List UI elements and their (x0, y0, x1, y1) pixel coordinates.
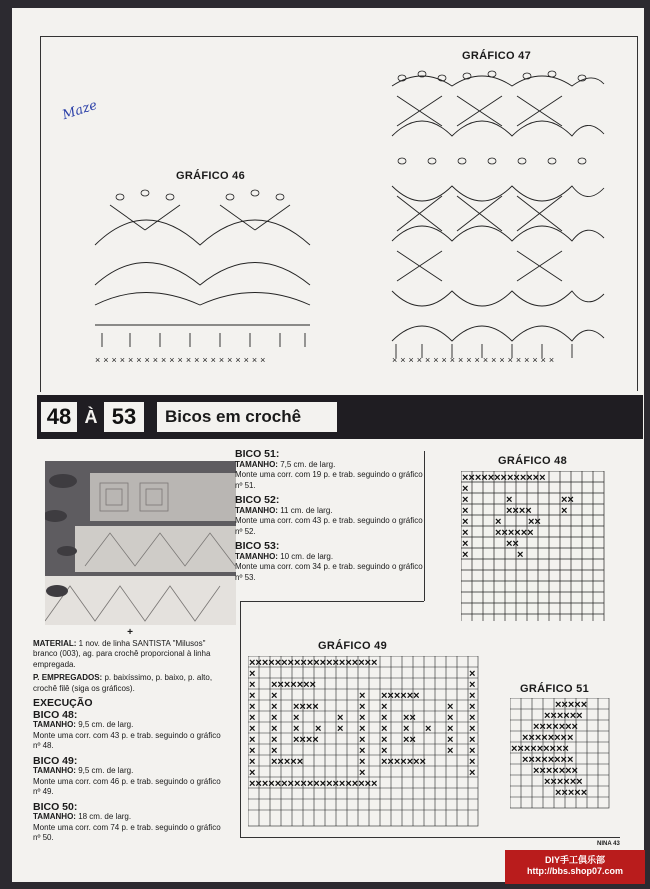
svg-text:×××××××××××××××××××× ××: ×××××××××××××××××××× × × × ××××××× × × × × ×××××× × × × ×××× × × × × × × × × × × ×× × × × × × × × × × × × × × × × ×××× × × ×× × × × × × × × × × ××××× × ××××××× × × × × ×××××××××××××××××××× (249, 657, 476, 790)
watermark-url: http://bbs.shop07.com (526, 866, 623, 876)
execution-heading: EXECUÇÃO (33, 697, 93, 709)
separator-plus: + (127, 627, 133, 638)
bico-49-size-label: TAMANHO: (33, 766, 76, 775)
material-label: MATERIAL: (33, 638, 77, 648)
bico-52-instructions: Monte uma corr. com 43 p. e trab. seguindo o gráfico nº 52. (235, 516, 423, 536)
bicos-51-53-text (235, 449, 425, 583)
chart-47-diagram (382, 66, 607, 376)
bico-50-instructions: Monte uma corr. com 74 p. e trab. seguindo o gráfico nº 50. (33, 822, 221, 842)
chart-46-caption: GRÁFICO 46 (176, 170, 246, 182)
section-header-band (37, 395, 643, 439)
bico-53-size-label: TAMANHO: (235, 551, 278, 561)
bico-51-instructions: Monte uma corr. com 19 p. e trab. seguindo o gráfico nº 51. (235, 470, 423, 490)
bico-51-size: 7,5 cm. de larg. (280, 459, 336, 469)
chart-48-grid (461, 471, 611, 627)
stitches-text: p. baixíssimo, p. baixo, p. alto, crochê filê (siga os gráficos). (33, 673, 213, 693)
bico-51-title: BICO 51: (235, 448, 280, 460)
bico-53-size: 10 cm. de larg. (280, 551, 334, 561)
bico-52-title: BICO 52: (235, 494, 280, 506)
section-number-start: 48 (41, 402, 77, 432)
lace-edging-photo (45, 461, 236, 625)
svg-text:××××× ×××××× ×××××: ××××× ×××××× ××××××× ×××××××× ××××××××× ×××××××× ××××××× ×××××× ××××× (511, 699, 588, 799)
vertical-rule-left (240, 601, 241, 837)
bico-48-instructions: Monte uma corr. com 43 p. e trab. seguindo o gráfico nº 48. (33, 730, 221, 750)
bico-50-size: 18 cm. de larg. (78, 812, 132, 821)
chart-49-grid (248, 656, 488, 831)
bottom-rule (240, 837, 620, 838)
chart-51-caption: GRÁFICO 51 (520, 683, 590, 695)
horizontal-rule (240, 601, 424, 602)
svg-text:×××××××××××××××××××××: ××××××××××××××××××××× (95, 355, 269, 365)
magazine-page (12, 8, 644, 882)
section-number-connector: À (84, 407, 98, 427)
material-text: 1 nov. de linha SANTISTA "Milusos" branco (003), ag. para crochê proporcional à linha empregada. (33, 638, 211, 669)
bico-49-title: BICO 49: (33, 754, 78, 767)
watermark-badge (505, 850, 645, 884)
bico-48-title: BICO 48: (33, 708, 78, 721)
watermark-title: DIY手工俱乐部 (544, 855, 605, 865)
section-number-end: 53 (104, 402, 144, 432)
bico-53-instructions: Monte uma corr. com 34 p. e trab. seguindo o gráfico nº 53. (235, 562, 423, 582)
bico-52-size: 11 cm. de larg. (280, 505, 333, 515)
vertical-rule (424, 451, 425, 601)
svg-text:××××××××××××× × ××: ××××××××××××× × × × ×× × ×××× × × × ×× × ×××××× × ×× × × (462, 472, 574, 561)
page-label: NINA 43 (597, 841, 620, 847)
chart-51-grid (510, 698, 615, 816)
chart-46-diagram (90, 185, 320, 370)
bico-49-instructions: Monte uma corr. com 46 p. e trab. seguindo o gráfico nº 49. (33, 776, 221, 796)
bico-51-size-label: TAMANHO: (235, 459, 278, 469)
bico-53-title: BICO 53: (235, 540, 280, 552)
chart-47-caption: GRÁFICO 47 (462, 50, 532, 62)
svg-text:××××××××××××××××××××: ×××××××××××××××××××× (392, 355, 558, 365)
section-title: Bicos em crochê (157, 402, 337, 432)
bico-50-size-label: TAMANHO: (33, 812, 76, 821)
bico-48-size-label: TAMANHO: (33, 720, 76, 729)
chart-49-caption: GRÁFICO 49 (318, 640, 388, 652)
bico-48-size: 9,5 cm. de larg. (78, 720, 134, 729)
handwritten-note: Maze (60, 97, 100, 124)
chart-48-caption: GRÁFICO 48 (498, 455, 568, 467)
stitches-label: P. EMPREGADOS: (33, 673, 103, 682)
bico-52-size-label: TAMANHO: (235, 505, 278, 515)
bico-49-size: 9,5 cm. de larg. (78, 766, 134, 775)
bico-50-title: BICO 50: (33, 800, 78, 813)
instructions-column (33, 628, 227, 844)
